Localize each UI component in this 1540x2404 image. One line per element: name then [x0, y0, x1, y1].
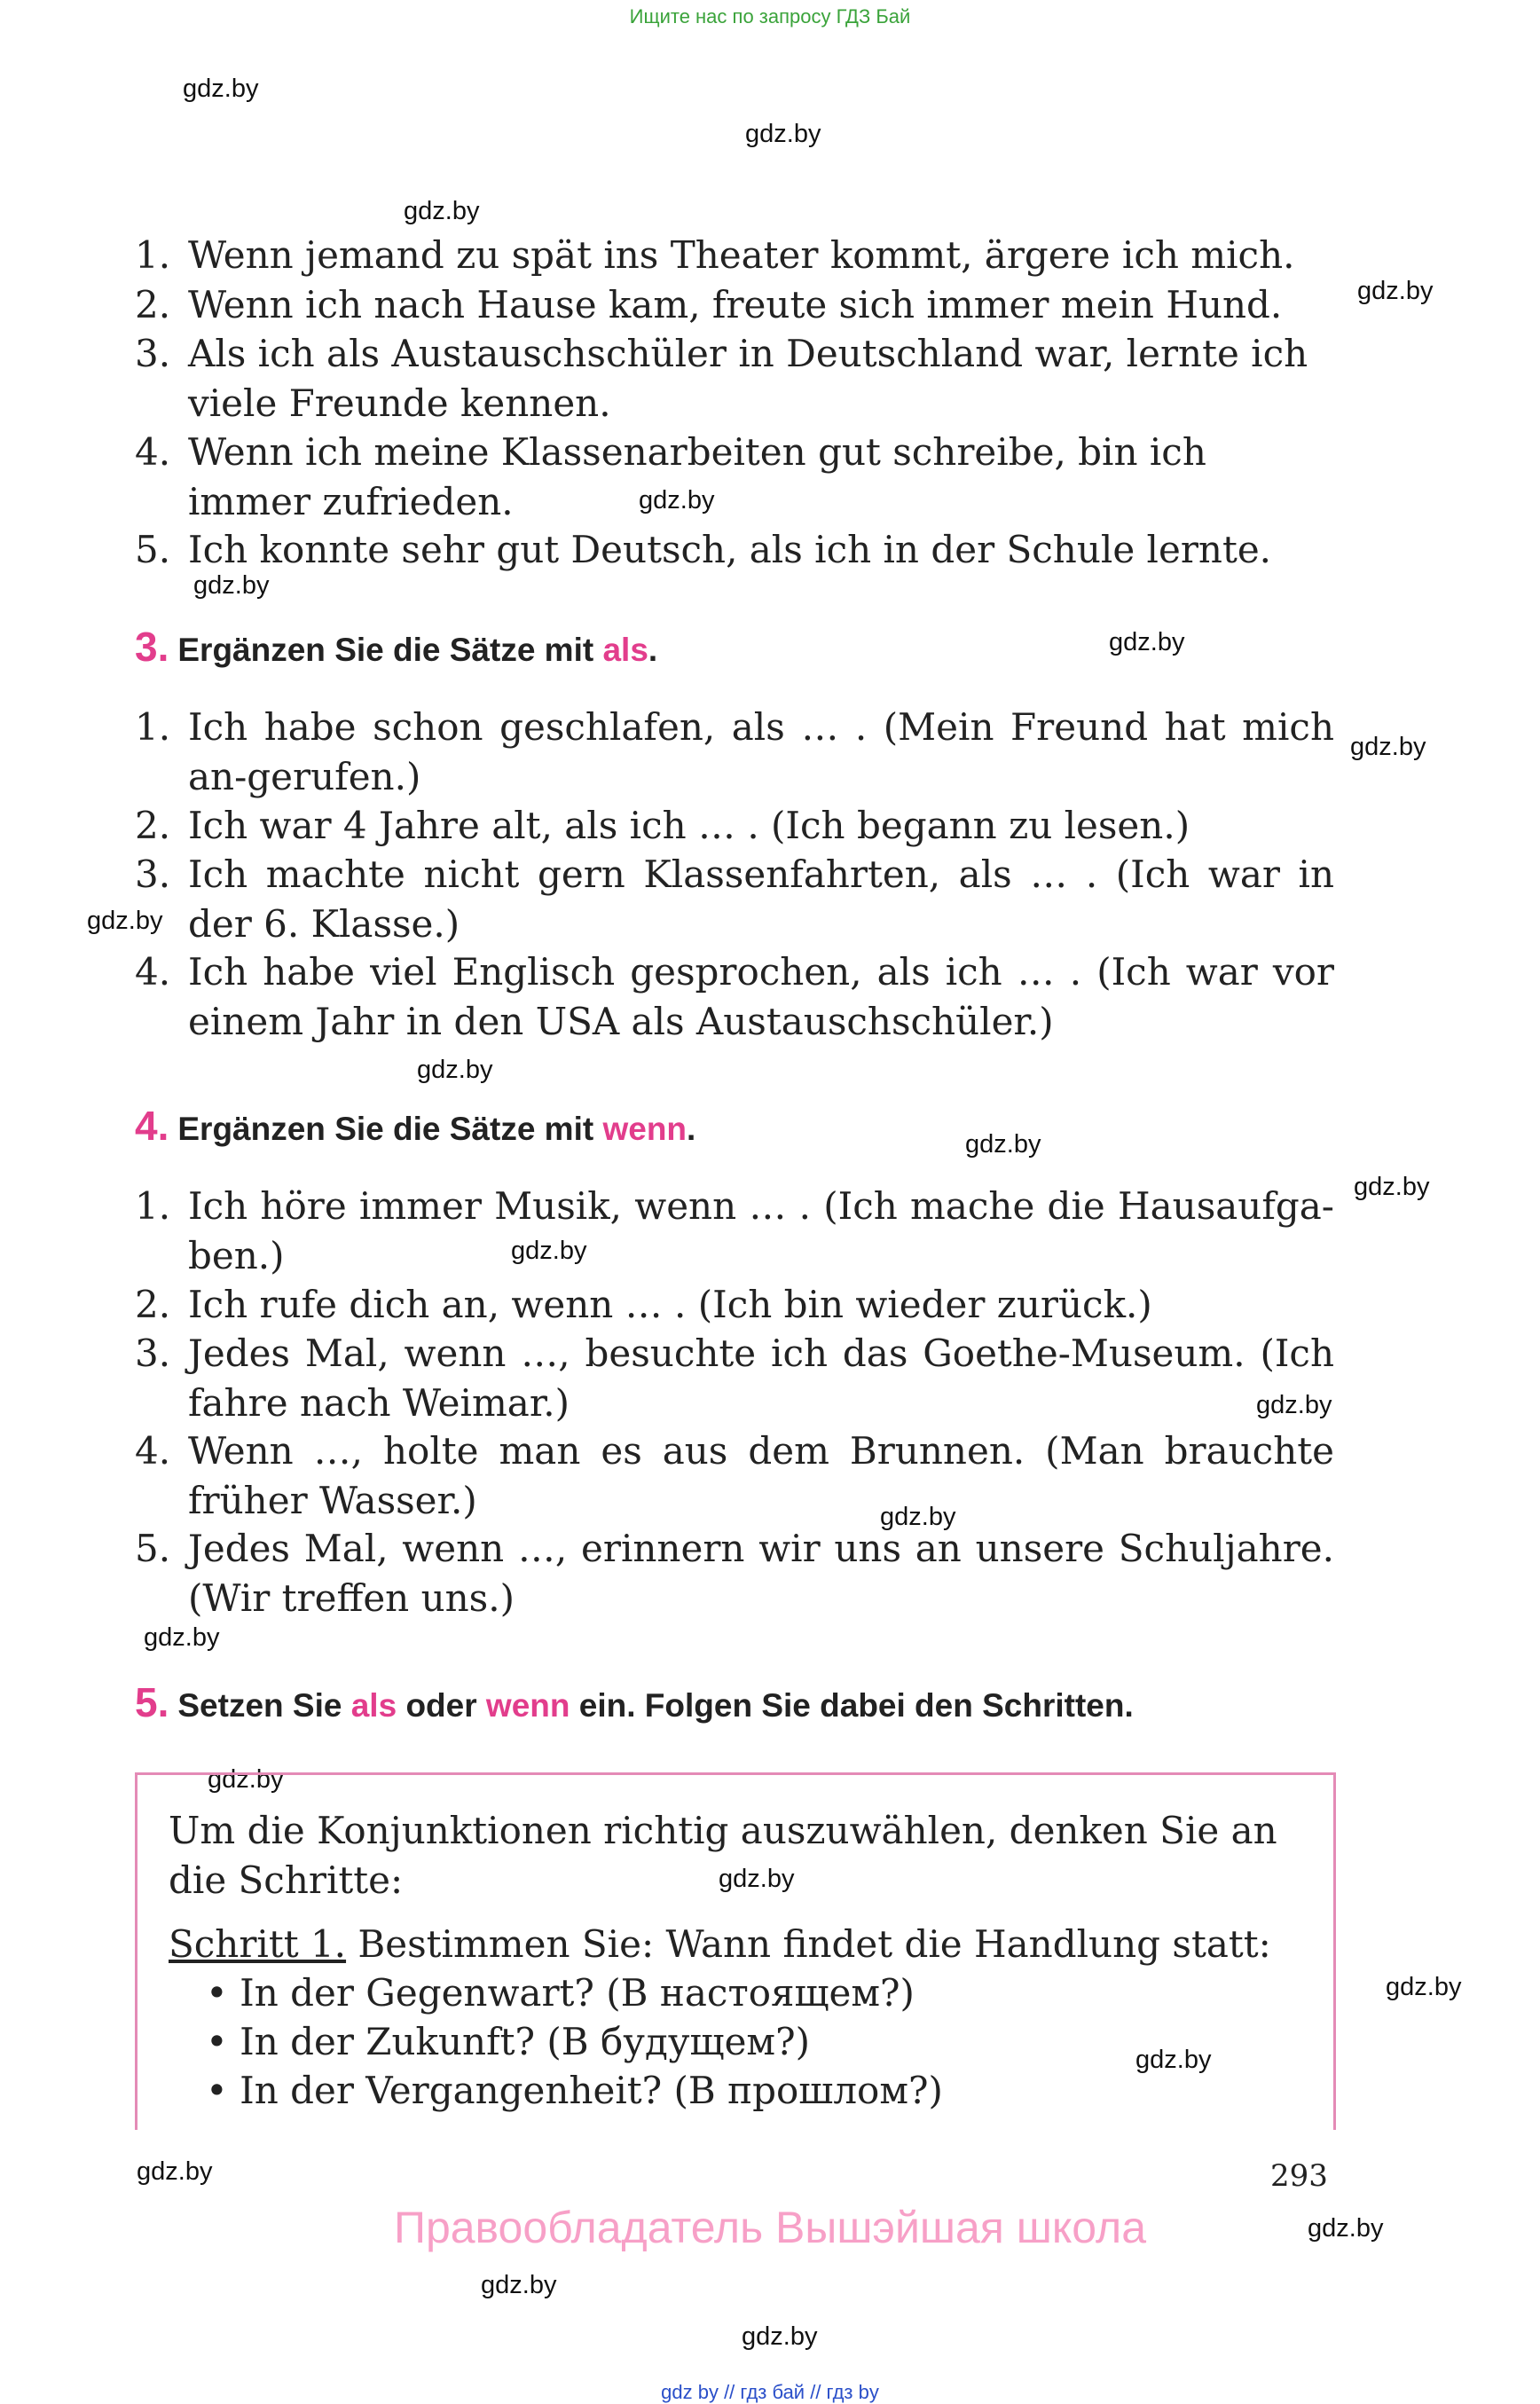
watermark: gdz.by — [1386, 1973, 1462, 2001]
list-item: 2. Ich rufe dich an, wenn … . (Ich bin wieder zurück.) — [135, 1283, 1152, 1326]
list-item: 3. Ich machte nicht gern Klassenfahrten, als … . (Ich war in der 6. Klasse.) — [135, 852, 1334, 946]
list-item: 2. Ich war 4 Jahre alt, als ich … . (Ich begann zu lesen.) — [135, 804, 1190, 847]
exercise-3-heading: 3. Ergänzen Sie die Sätze mit als. — [135, 624, 658, 670]
list-item: 3. Als ich als Austauschschüler in Deutschland war, lernte ich viele Freunde kennen. — [135, 332, 1308, 425]
list-item: 4. Wenn ich meine Klassenarbeiten gut schreibe, bin ich immer zufrieden. — [135, 430, 1206, 523]
watermark: gdz.by — [1350, 733, 1426, 761]
watermark: gdz.by — [742, 2322, 818, 2351]
watermark: gdz.by — [137, 2157, 213, 2186]
bullet-item: • In der Zukunft? (В будущем?) — [206, 2020, 811, 2063]
watermark: gdz.by — [193, 571, 270, 600]
list-item: 5. Jedes Mal, wenn …, erinnern wir uns an unsere Schuljahre. (Wir treffen uns.) — [135, 1527, 1334, 1620]
exercise-5-heading: 5. Setzen Sie als oder wenn ein. Folgen Sie dabei den Schritten. — [135, 1679, 1134, 1725]
list-item: 4. Ich habe viel Englisch gesprochen, als ich … . (Ich war vor einem Jahr in den USA als Austauschschüler.) — [135, 950, 1334, 1043]
bullet-icon: • — [206, 2069, 240, 2112]
bullet-icon: • — [206, 2020, 240, 2063]
exercise-number: 3. — [135, 624, 169, 670]
top-search-link[interactable]: Ищите нас по запросу ГДЗ Бай — [629, 5, 911, 27]
watermark: gdz.by — [208, 1765, 284, 1794]
bottom-links[interactable]: gdz by // гдз бай // гдз by — [661, 2381, 879, 2403]
watermark: gdz.by — [965, 1130, 1041, 1159]
list-item: 3. Jedes Mal, wenn …, besuchte ich das Goethe-Museum. (Ich fahre nach Weimar.) — [135, 1332, 1334, 1425]
watermark: gdz.by — [745, 120, 821, 148]
watermark: gdz.by — [719, 1865, 795, 1893]
list-item: 2. Wenn ich nach Hause kam, freute sich immer mein Hund. — [135, 283, 1283, 326]
watermark: gdz.by — [1109, 628, 1185, 656]
box-intro: Um die Konjunktionen richtig auszuwählen, denken Sie an die Schritte: — [169, 1809, 1277, 1902]
exercise-4-heading: 4. Ergänzen Sie die Sätze mit wenn. — [135, 1103, 696, 1149]
bullet-icon: • — [206, 1971, 240, 2015]
watermark: gdz.by — [1135, 2046, 1212, 2074]
watermark: gdz.by — [87, 907, 163, 935]
page-number: 293 — [1270, 2158, 1328, 2194]
watermark: gdz.by — [511, 1237, 587, 1265]
step-1: Schritt 1. Bestimmen Sie: Wann findet die Handlung statt: — [169, 1922, 1271, 1966]
list-item: 1. Wenn jemand zu spät ins Theater kommt, ärgere ich mich. — [135, 233, 1295, 277]
watermark: gdz.by — [417, 1056, 493, 1084]
list-item: 5. Ich konnte sehr gut Deutsch, als ich in der Schule lernte. — [135, 528, 1272, 571]
watermark: gdz.by — [1357, 277, 1434, 305]
watermark: gdz.by — [481, 2271, 557, 2299]
list-item: 4. Wenn …, holte man es aus dem Brunnen. (Man brauchte früher Wasser.) — [135, 1429, 1334, 1522]
copyright-holder: Правообладатель Вышэйшая школа — [394, 2203, 1146, 2252]
bullet-item: • In der Vergangenheit? (В прошлом?) — [206, 2069, 943, 2112]
keyword-wenn: wenn — [602, 1111, 688, 1147]
keyword-wenn: wenn — [485, 1687, 570, 1724]
list-item: 1. Ich habe schon geschlafen, als … . (Mein Freund hat mich an-gerufen.) — [135, 705, 1334, 798]
watermark: gdz.by — [1354, 1173, 1430, 1201]
list-item: 1. Ich höre immer Musik, wenn … . (Ich mache die Hausaufga-ben.) — [135, 1184, 1334, 1277]
watermark: gdz.by — [1308, 2214, 1384, 2243]
step-label: Schritt 1. — [169, 1922, 347, 1966]
keyword-als: als — [602, 632, 648, 668]
exercise-number: 5. — [135, 1679, 169, 1725]
watermark: gdz.by — [1256, 1391, 1332, 1419]
bullet-item: • In der Gegenwart? (В настоящем?) — [206, 1971, 915, 2015]
watermark: gdz.by — [639, 486, 715, 515]
watermark: gdz.by — [880, 1503, 956, 1531]
exercise-number: 4. — [135, 1103, 169, 1149]
watermark: gdz.by — [144, 1623, 220, 1652]
watermark: gdz.by — [183, 75, 259, 103]
keyword-als: als — [350, 1687, 397, 1724]
watermark: gdz.by — [404, 197, 480, 225]
